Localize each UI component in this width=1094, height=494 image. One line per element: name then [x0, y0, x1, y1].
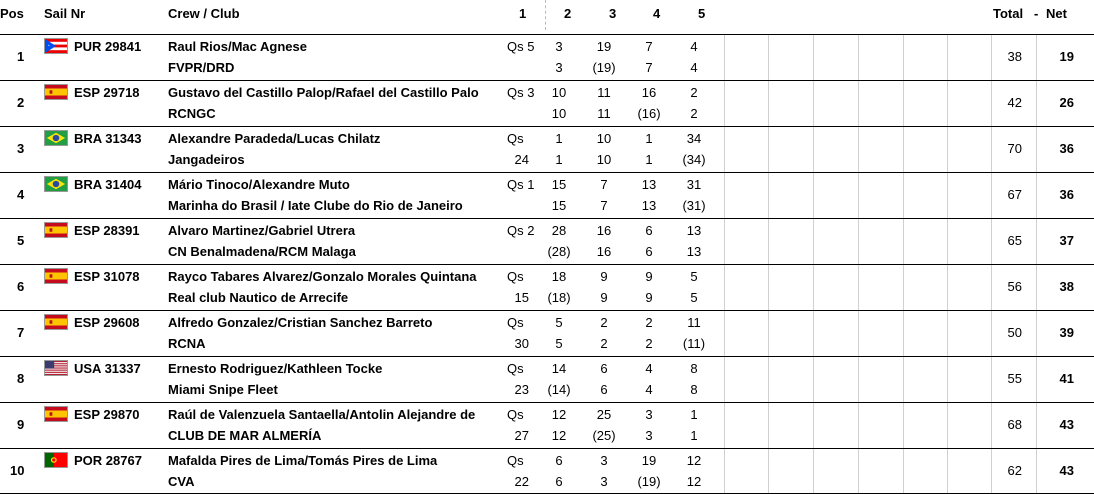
spain-flag-icon — [44, 314, 68, 330]
race-1-score-top: Qs 5 — [507, 39, 535, 54]
club-name: CN Benalmadena/RCM Malaga — [168, 244, 356, 259]
crew-names: Rayco Tabares Alvarez/Gonzalo Morales Quintana — [168, 269, 477, 284]
club-name: Real club Nautico de Arrecife — [168, 290, 349, 305]
race-4-score-top: 2 — [645, 315, 653, 330]
race-1-score-bottom: 23 — [514, 382, 529, 397]
race-1-score-top: Qs — [507, 407, 524, 422]
race-2-score-top: 18 — [551, 269, 567, 284]
position-number: 3 — [17, 141, 25, 156]
grid-line — [768, 219, 769, 264]
grid-line — [1036, 357, 1037, 402]
net-points: 43 — [1059, 463, 1074, 478]
race-3-score-bottom: 9 — [600, 290, 608, 305]
grid-line — [947, 265, 948, 310]
grid-line — [858, 449, 859, 493]
position-number: 9 — [17, 417, 25, 432]
race-1-score-top: Qs — [507, 131, 524, 146]
race-2-score-bottom: 10 — [551, 106, 567, 121]
grid-line — [724, 35, 725, 80]
grid-line — [1036, 449, 1037, 493]
grid-line — [903, 173, 904, 218]
race-1-score-top: Qs 1 — [507, 177, 535, 192]
race-2-score-top: 6 — [555, 453, 563, 468]
total-points: 70 — [1007, 141, 1022, 156]
crew-names: Alexandre Paradeda/Lucas Chilatz — [168, 131, 381, 146]
portugal-flag-icon — [44, 452, 68, 468]
race-4-score-bottom: 1 — [645, 152, 653, 167]
grid-line — [858, 173, 859, 218]
race-5-score-bottom: 12 — [686, 474, 702, 489]
spain-flag-icon — [44, 84, 68, 100]
race-3-score-top: 6 — [600, 361, 608, 376]
race-4-score-top: 1 — [645, 131, 653, 146]
grid-line — [813, 81, 814, 126]
race-1-score-top: Qs 3 — [507, 85, 535, 100]
grid-line — [724, 173, 725, 218]
race-2-score-top: 5 — [555, 315, 563, 330]
grid-line — [903, 81, 904, 126]
net-points: 43 — [1059, 417, 1074, 432]
race-5-score-top: 5 — [690, 269, 698, 284]
race-3-score-bottom: 10 — [596, 152, 612, 167]
race-3-score-top: 2 — [600, 315, 608, 330]
race-1-score-bottom: 24 — [514, 152, 529, 167]
grid-line — [1036, 173, 1037, 218]
race-3-score-bottom: 7 — [600, 198, 608, 213]
total-points: 42 — [1007, 95, 1022, 110]
grid-line — [768, 311, 769, 356]
club-name: RCNGC — [168, 106, 216, 121]
grid-line — [813, 403, 814, 448]
grid-line — [903, 403, 904, 448]
table-row — [0, 80, 1094, 126]
grid-line — [768, 357, 769, 402]
grid-line — [858, 357, 859, 402]
header-separator: - — [1034, 6, 1039, 21]
club-name: FVPR/DRD — [168, 60, 235, 75]
total-points: 56 — [1007, 279, 1022, 294]
crew-names: Mário Tinoco/Alexandre Muto — [168, 177, 350, 192]
race-2-score-bottom: (28) — [547, 244, 571, 259]
grid-line — [724, 449, 725, 493]
race-3-score-bottom: 16 — [596, 244, 612, 259]
race-5-score-bottom: (34) — [682, 152, 706, 167]
grid-line — [947, 81, 948, 126]
header-race-1: 1 — [519, 6, 527, 21]
race-4-score-top: 13 — [641, 177, 657, 192]
position-number: 6 — [17, 279, 25, 294]
grid-line — [858, 81, 859, 126]
race-4-score-bottom: (19) — [637, 474, 661, 489]
grid-line — [903, 449, 904, 493]
sail-number: USA 31337 — [74, 361, 141, 376]
grid-line — [724, 219, 725, 264]
spain-flag-icon — [44, 222, 68, 238]
race-2-score-bottom: 5 — [555, 336, 563, 351]
race-2-score-top: 15 — [551, 177, 567, 192]
race-3-score-top: 10 — [596, 131, 612, 146]
sail-number: ESP 29608 — [74, 315, 140, 330]
grid-line — [947, 127, 948, 172]
spain-flag-icon — [44, 406, 68, 422]
grid-line — [724, 403, 725, 448]
race-4-score-bottom: 9 — [645, 290, 653, 305]
net-points: 41 — [1059, 371, 1074, 386]
table-row — [0, 310, 1094, 356]
race-5-score-top: 2 — [690, 85, 698, 100]
crew-names: Raúl de Valenzuela Santaella/Antolin Alejandre de — [168, 407, 476, 422]
crew-names: Mafalda Pires de Lima/Tomás Pires de Lima — [168, 453, 438, 468]
grid-line — [1036, 219, 1037, 264]
race-5-score-bottom: 5 — [690, 290, 698, 305]
race-3-score-top: 11 — [597, 85, 611, 100]
race-5-score-top: 12 — [686, 453, 702, 468]
total-points: 55 — [1007, 371, 1022, 386]
race-3-score-top: 9 — [600, 269, 608, 284]
race-4-score-top: 6 — [645, 223, 653, 238]
table-row — [0, 218, 1094, 264]
grid-line — [858, 219, 859, 264]
net-points: 37 — [1059, 233, 1074, 248]
net-points: 19 — [1059, 49, 1074, 64]
race-1-score-bottom: 27 — [514, 428, 529, 443]
grid-line — [724, 357, 725, 402]
grid-line — [768, 265, 769, 310]
position-number: 7 — [17, 325, 25, 340]
club-name: RCNA — [168, 336, 206, 351]
position-number: 1 — [17, 49, 25, 64]
race-1-score-bottom: 30 — [514, 336, 529, 351]
race-4-score-top: 16 — [641, 85, 657, 100]
race-4-score-bottom: (16) — [637, 106, 661, 121]
race-5-score-top: 4 — [690, 39, 698, 54]
race-2-score-bottom: 1 — [555, 152, 563, 167]
header-crew: Crew / Club — [168, 6, 240, 21]
race-3-score-bottom: 2 — [600, 336, 608, 351]
header-sail: Sail Nr — [44, 6, 86, 21]
race-5-score-bottom: 4 — [690, 60, 698, 75]
header-race-4: 4 — [653, 6, 661, 21]
race-2-score-bottom: 6 — [555, 474, 563, 489]
club-name: Marinha do Brasil / Iate Clube do Rio de Janeiro — [168, 198, 463, 213]
race-4-score-top: 7 — [645, 39, 653, 54]
header-divider — [545, 0, 546, 30]
puerto-rico-flag-icon — [44, 38, 68, 54]
grid-line — [724, 81, 725, 126]
table-row — [0, 126, 1094, 172]
position-number: 2 — [17, 95, 25, 110]
position-number: 8 — [17, 371, 25, 386]
table-row — [0, 356, 1094, 402]
grid-line — [813, 219, 814, 264]
spain-flag-icon — [44, 268, 68, 284]
race-3-score-top: 3 — [600, 453, 608, 468]
header-race-5: 5 — [698, 6, 706, 21]
club-name: Jangadeiros — [168, 152, 245, 167]
race-4-score-top: 4 — [645, 361, 653, 376]
brazil-flag-icon — [44, 130, 68, 146]
race-4-score-top: 3 — [645, 407, 653, 422]
position-number: 4 — [17, 187, 25, 202]
sail-number: POR 28767 — [74, 453, 142, 468]
race-2-score-top: 12 — [551, 407, 567, 422]
usa-flag-icon — [44, 360, 68, 376]
grid-line — [858, 265, 859, 310]
header-race-3: 3 — [609, 6, 617, 21]
grid-line — [1036, 403, 1037, 448]
table-row — [0, 34, 1094, 80]
net-points: 38 — [1059, 279, 1074, 294]
total-points: 50 — [1007, 325, 1022, 340]
total-points: 65 — [1007, 233, 1022, 248]
sail-number: BRA 31343 — [74, 131, 142, 146]
position-number: 5 — [17, 233, 25, 248]
net-points: 39 — [1059, 325, 1074, 340]
table-row — [0, 172, 1094, 218]
grid-line — [947, 449, 948, 493]
sail-number: BRA 31404 — [74, 177, 142, 192]
race-1-score-bottom: 15 — [514, 290, 529, 305]
race-2-score-top: 28 — [551, 223, 567, 238]
grid-line — [813, 127, 814, 172]
race-3-score-top: 16 — [596, 223, 612, 238]
header-total: Total — [993, 6, 1024, 21]
grid-line — [768, 449, 769, 493]
grid-line — [1036, 311, 1037, 356]
crew-names: Gustavo del Castillo Palop/Rafael del Castillo Palo — [168, 85, 479, 100]
total-points: 67 — [1007, 187, 1022, 202]
grid-line — [903, 311, 904, 356]
sail-number: ESP 29718 — [74, 85, 140, 100]
net-points: 36 — [1059, 141, 1074, 156]
crew-names: Raul Rios/Mac Agnese — [168, 39, 307, 54]
grid-line — [903, 357, 904, 402]
race-4-score-top: 9 — [645, 269, 653, 284]
grid-line — [724, 265, 725, 310]
net-points: 36 — [1059, 187, 1074, 202]
race-5-score-bottom: 2 — [690, 106, 698, 121]
race-5-score-bottom: 1 — [690, 428, 698, 443]
total-points: 38 — [1007, 49, 1022, 64]
race-1-score-bottom: 22 — [514, 474, 529, 489]
race-5-score-top: 31 — [686, 177, 702, 192]
grid-line — [903, 35, 904, 80]
grid-line — [858, 311, 859, 356]
race-1-score-top: Qs — [507, 361, 524, 376]
race-3-score-bottom: 11 — [597, 106, 611, 121]
race-2-score-bottom: 15 — [551, 198, 567, 213]
sail-number: ESP 28391 — [74, 223, 140, 238]
header-race-2: 2 — [564, 6, 572, 21]
grid-line — [1036, 35, 1037, 80]
race-4-score-bottom: 7 — [645, 60, 653, 75]
grid-line — [768, 403, 769, 448]
race-4-score-bottom: 13 — [641, 198, 657, 213]
sail-number: ESP 29870 — [74, 407, 140, 422]
race-2-score-bottom: (18) — [547, 290, 571, 305]
crew-names: Alvaro Martinez/Gabriel Utrera — [168, 223, 356, 238]
grid-line — [947, 173, 948, 218]
race-3-score-bottom: (25) — [592, 428, 616, 443]
race-4-score-bottom: 6 — [645, 244, 653, 259]
race-4-score-top: 19 — [641, 453, 657, 468]
grid-line — [947, 35, 948, 80]
race-1-score-top: Qs — [507, 315, 524, 330]
grid-line — [768, 81, 769, 126]
grid-line — [947, 357, 948, 402]
race-5-score-top: 11 — [687, 315, 701, 330]
race-5-score-bottom: 13 — [686, 244, 702, 259]
grid-line — [813, 265, 814, 310]
race-5-score-top: 34 — [686, 131, 702, 146]
race-3-score-top: 19 — [596, 39, 612, 54]
race-5-score-top: 13 — [686, 223, 702, 238]
grid-line — [947, 403, 948, 448]
grid-line — [768, 35, 769, 80]
grid-line — [724, 127, 725, 172]
race-2-score-bottom: 12 — [551, 428, 567, 443]
grid-line — [813, 311, 814, 356]
race-3-score-bottom: 6 — [600, 382, 608, 397]
race-2-score-top: 10 — [551, 85, 567, 100]
table-row — [0, 448, 1094, 494]
race-4-score-bottom: 2 — [645, 336, 653, 351]
race-1-score-top: Qs — [507, 269, 524, 284]
sail-number: ESP 31078 — [74, 269, 140, 284]
grid-line — [813, 449, 814, 493]
grid-line — [724, 311, 725, 356]
grid-line — [858, 35, 859, 80]
grid-line — [947, 311, 948, 356]
brazil-flag-icon — [44, 176, 68, 192]
race-4-score-bottom: 4 — [645, 382, 653, 397]
club-name: Miami Snipe Fleet — [168, 382, 278, 397]
race-5-score-bottom: (31) — [682, 198, 706, 213]
grid-line — [903, 127, 904, 172]
table-row — [0, 264, 1094, 310]
table-row — [0, 402, 1094, 448]
header-net: Net — [1046, 6, 1067, 21]
crew-names: Alfredo Gonzalez/Cristian Sanchez Barreto — [168, 315, 433, 330]
race-3-score-top: 25 — [596, 407, 612, 422]
header-pos: Pos — [0, 6, 24, 21]
race-4-score-bottom: 3 — [645, 428, 653, 443]
grid-line — [813, 35, 814, 80]
race-2-score-top: 1 — [555, 131, 563, 146]
race-3-score-bottom: (19) — [592, 60, 616, 75]
grid-line — [903, 265, 904, 310]
race-3-score-bottom: 3 — [600, 474, 608, 489]
race-2-score-top: 14 — [551, 361, 567, 376]
grid-line — [768, 127, 769, 172]
grid-line — [768, 173, 769, 218]
race-2-score-bottom: 3 — [555, 60, 563, 75]
club-name: CLUB DE MAR ALMERÍA — [168, 428, 322, 443]
crew-names: Ernesto Rodriguez/Kathleen Tocke — [168, 361, 383, 376]
grid-line — [813, 357, 814, 402]
race-2-score-top: 3 — [555, 39, 563, 54]
race-1-score-top: Qs — [507, 453, 524, 468]
position-number: 10 — [10, 463, 25, 478]
grid-line — [947, 219, 948, 264]
race-3-score-top: 7 — [600, 177, 608, 192]
grid-line — [1036, 127, 1037, 172]
grid-line — [813, 173, 814, 218]
net-points: 26 — [1059, 95, 1074, 110]
grid-line — [903, 219, 904, 264]
race-5-score-bottom: (11) — [682, 336, 706, 351]
grid-line — [858, 403, 859, 448]
race-5-score-top: 1 — [690, 407, 698, 422]
grid-line — [1036, 265, 1037, 310]
total-points: 68 — [1007, 417, 1022, 432]
sail-number: PUR 29841 — [74, 39, 142, 54]
grid-line — [1036, 81, 1037, 126]
race-1-score-top: Qs 2 — [507, 223, 535, 238]
race-5-score-bottom: 8 — [690, 382, 698, 397]
grid-line — [858, 127, 859, 172]
race-2-score-bottom: (14) — [547, 382, 571, 397]
race-5-score-top: 8 — [690, 361, 698, 376]
total-points: 62 — [1007, 463, 1022, 478]
club-name: CVA — [168, 474, 195, 489]
